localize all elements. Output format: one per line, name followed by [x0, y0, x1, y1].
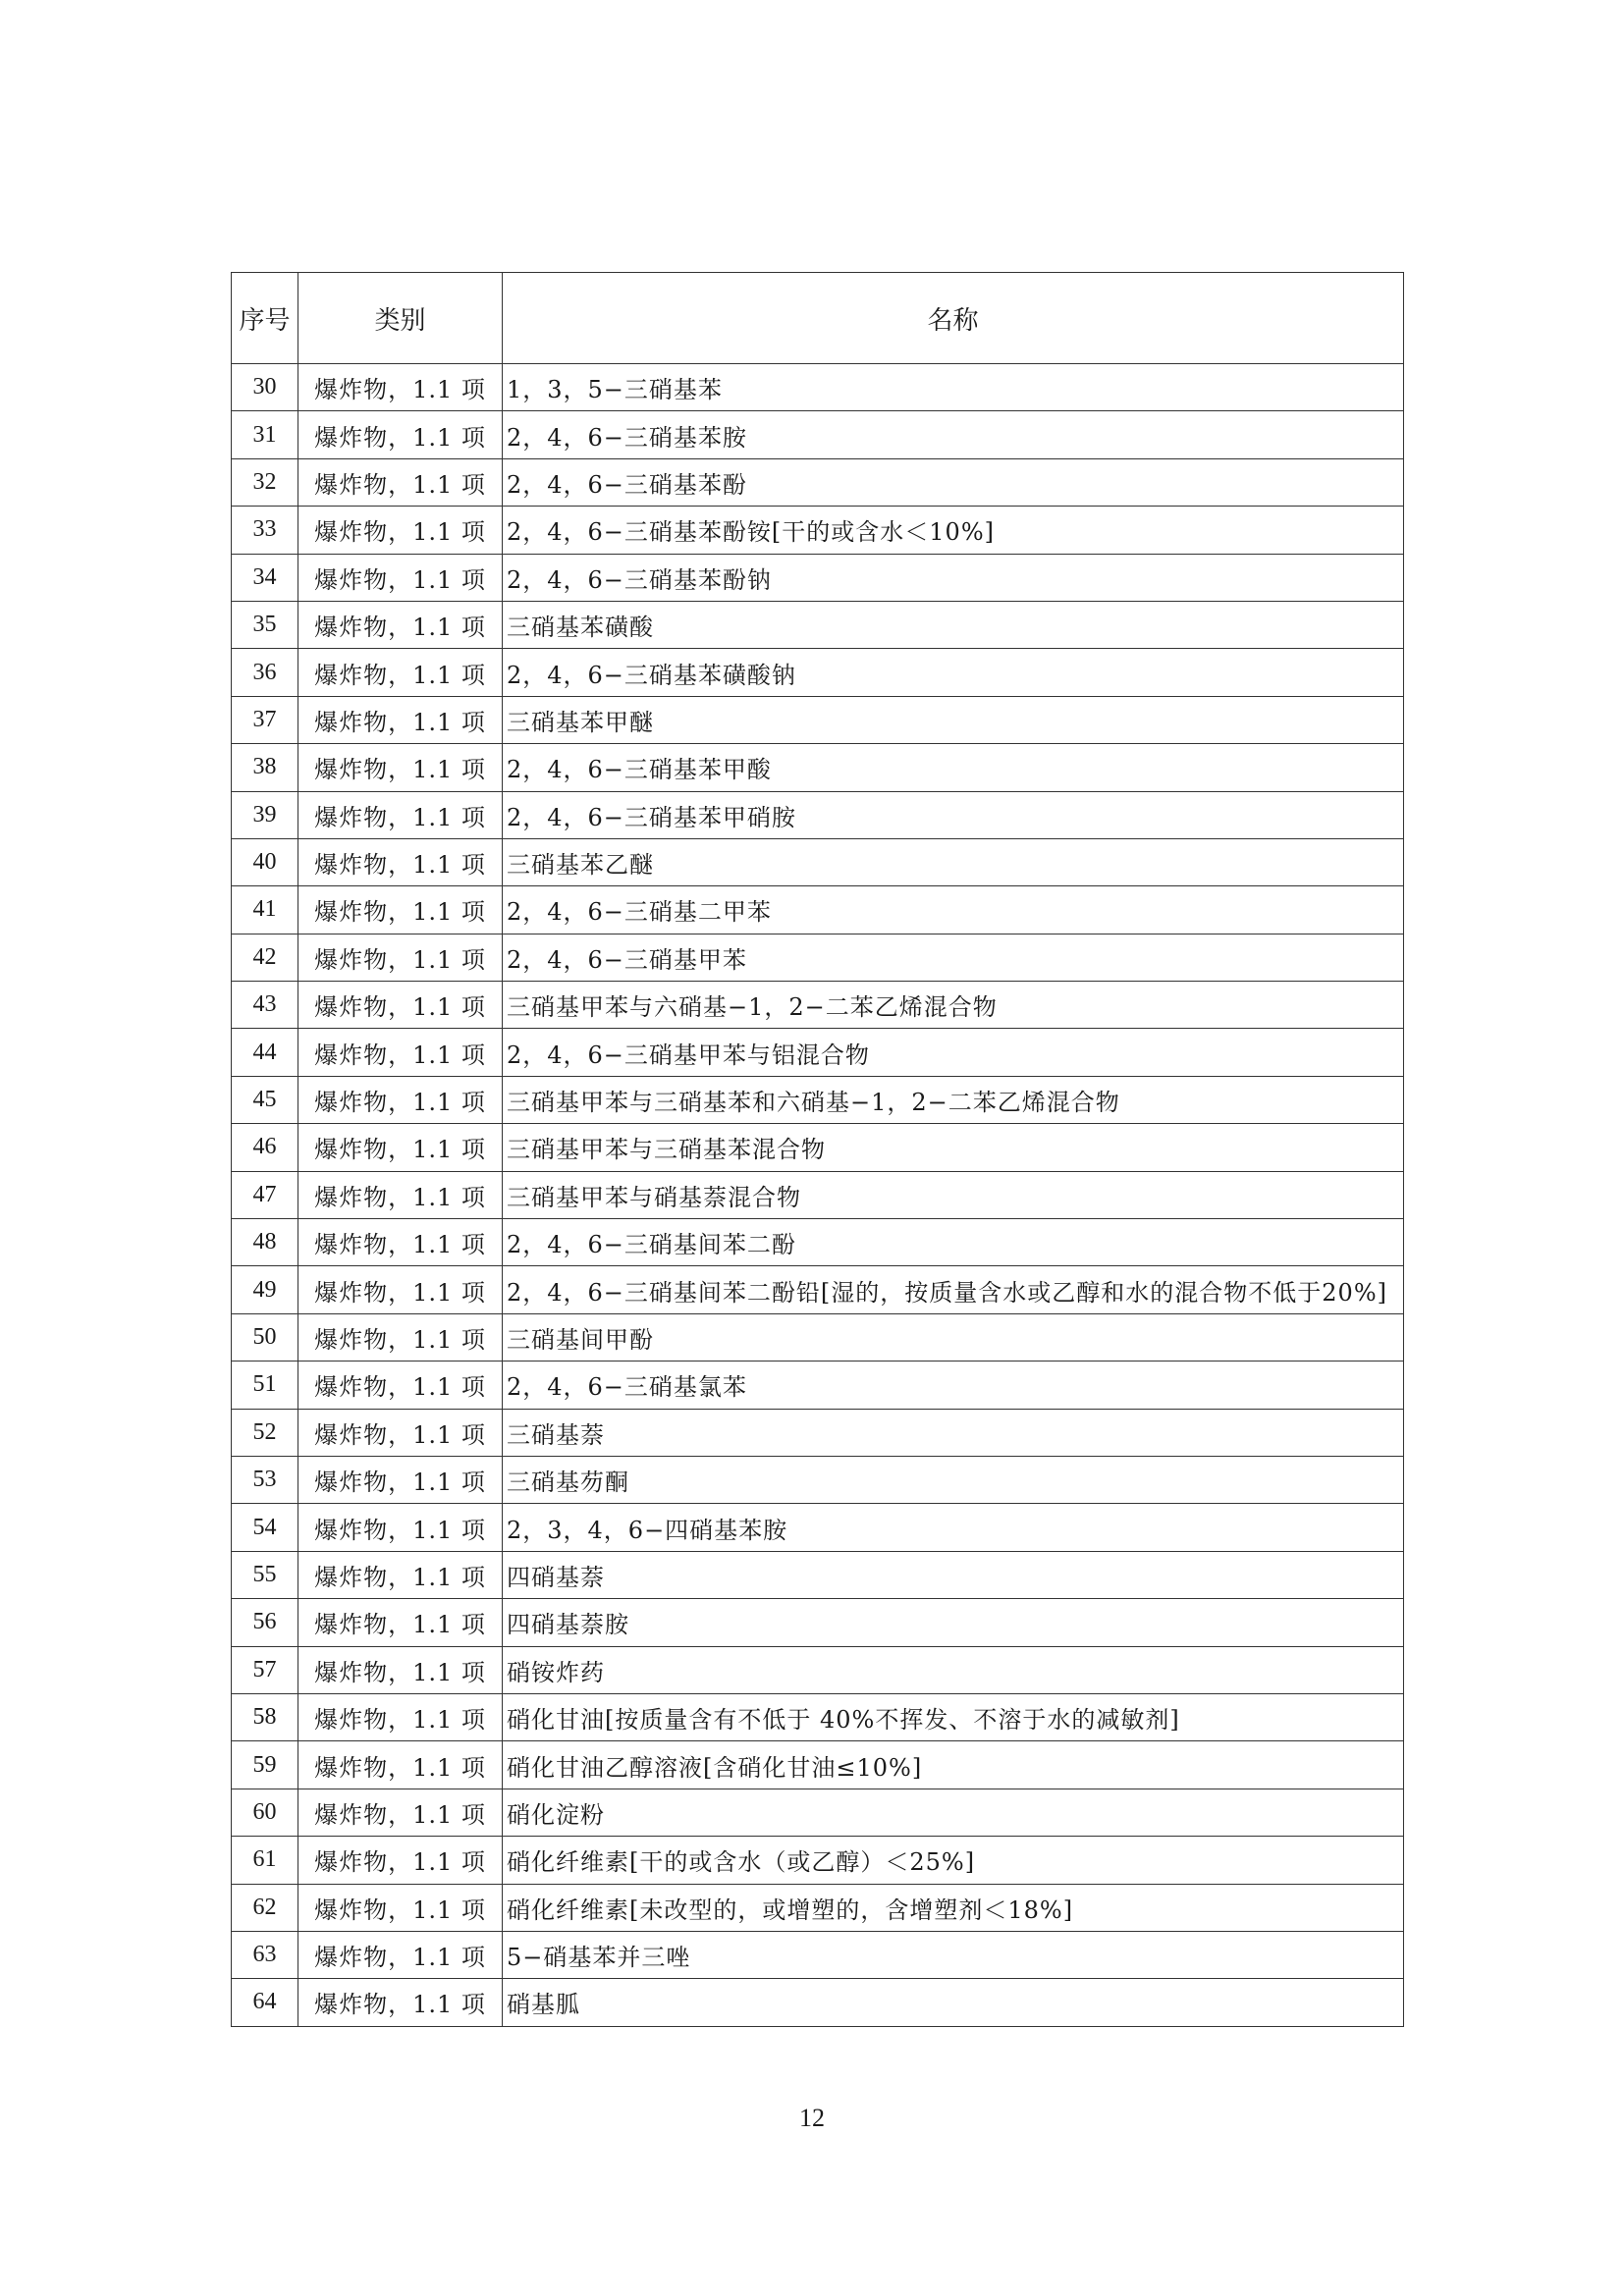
row-category-cell: 爆炸物，1.1 项	[298, 1504, 503, 1551]
row-name-cell: 2，4，6−三硝基氯苯	[503, 1362, 1404, 1409]
row-name-cell: 三硝基甲苯与六硝基−1，2−二苯乙烯混合物	[503, 982, 1404, 1029]
row-number-cell: 35	[232, 601, 298, 648]
row-number-cell: 60	[232, 1789, 298, 1836]
row-name-cell: 硝化纤维素[未改型的，或增塑的，含增塑剂＜18%]	[503, 1884, 1404, 1931]
row-name-cell: 5−硝基苯并三唑	[503, 1931, 1404, 1978]
row-number-cell: 56	[232, 1599, 298, 1646]
row-category-cell: 爆炸物，1.1 项	[298, 886, 503, 934]
table-row	[232, 554, 1404, 601]
table-row	[232, 1362, 1404, 1409]
table-row	[232, 1789, 1404, 1836]
table-row	[232, 1599, 1404, 1646]
row-name-cell: 2，4，6−三硝基苯酚	[503, 458, 1404, 506]
row-number-cell: 52	[232, 1409, 298, 1456]
row-category-cell: 爆炸物，1.1 项	[298, 364, 503, 411]
row-name-cell: 三硝基芴酮	[503, 1456, 1404, 1503]
row-category-cell: 爆炸物，1.1 项	[298, 1456, 503, 1503]
row-name-cell: 四硝基萘胺	[503, 1599, 1404, 1646]
table-row	[232, 1409, 1404, 1456]
row-number-cell: 37	[232, 696, 298, 743]
row-category-cell: 爆炸物，1.1 项	[298, 1171, 503, 1218]
row-name-cell: 2，4，6−三硝基间苯二酚铅[湿的，按质量含水或乙醇和水的混合物不低于20%]	[503, 1266, 1404, 1313]
table-row	[232, 1837, 1404, 1884]
row-number-cell: 32	[232, 458, 298, 506]
row-category-cell: 爆炸物，1.1 项	[298, 1124, 503, 1171]
row-category-cell: 爆炸物，1.1 项	[298, 411, 503, 458]
row-category-cell: 爆炸物，1.1 项	[298, 1789, 503, 1836]
row-name-cell: 三硝基苯磺酸	[503, 601, 1404, 648]
row-number-cell: 34	[232, 554, 298, 601]
row-number-cell: 42	[232, 934, 298, 981]
row-category-cell: 爆炸物，1.1 项	[298, 1313, 503, 1361]
row-name-cell: 硝化纤维素[干的或含水（或乙醇）＜25%]	[503, 1837, 1404, 1884]
row-category-cell: 爆炸物，1.1 项	[298, 1076, 503, 1123]
row-category-cell: 爆炸物，1.1 项	[298, 1409, 503, 1456]
row-category-cell: 爆炸物，1.1 项	[298, 1266, 503, 1313]
header-no: 序号	[232, 273, 298, 364]
row-number-cell: 47	[232, 1171, 298, 1218]
row-number-cell: 59	[232, 1741, 298, 1789]
page-number: 12	[799, 2104, 825, 2132]
row-number-cell: 30	[232, 364, 298, 411]
row-category-cell: 爆炸物，1.1 项	[298, 1362, 503, 1409]
row-category-cell: 爆炸物，1.1 项	[298, 1646, 503, 1693]
table-row	[232, 1313, 1404, 1361]
row-category-cell: 爆炸物，1.1 项	[298, 458, 503, 506]
row-name-cell: 2，4，6−三硝基苯酚钠	[503, 554, 1404, 601]
table-row	[232, 1029, 1404, 1076]
table-row	[232, 934, 1404, 981]
row-number-cell: 40	[232, 838, 298, 885]
table-row	[232, 982, 1404, 1029]
table-row	[232, 1931, 1404, 1978]
table-row	[232, 1124, 1404, 1171]
row-number-cell: 61	[232, 1837, 298, 1884]
row-name-cell: 三硝基苯乙醚	[503, 838, 1404, 885]
row-name-cell: 2，4，6−三硝基苯酚铵[干的或含水＜10%]	[503, 507, 1404, 554]
row-number-cell: 44	[232, 1029, 298, 1076]
row-number-cell: 53	[232, 1456, 298, 1503]
row-name-cell: 2，4，6−三硝基间苯二酚	[503, 1219, 1404, 1266]
row-name-cell: 2，4，6−三硝基甲苯	[503, 934, 1404, 981]
table-header-row	[232, 273, 1404, 364]
row-category-cell: 爆炸物，1.1 项	[298, 1551, 503, 1598]
row-name-cell: 三硝基萘	[503, 1409, 1404, 1456]
row-number-cell: 55	[232, 1551, 298, 1598]
row-category-cell: 爆炸物，1.1 项	[298, 649, 503, 696]
table-row	[232, 1646, 1404, 1693]
row-category-cell: 爆炸物，1.1 项	[298, 934, 503, 981]
row-category-cell: 爆炸物，1.1 项	[298, 507, 503, 554]
table-row	[232, 601, 1404, 648]
row-number-cell: 46	[232, 1124, 298, 1171]
row-name-cell: 2，4，6−三硝基苯甲酸	[503, 744, 1404, 791]
row-name-cell: 三硝基甲苯与三硝基苯混合物	[503, 1124, 1404, 1171]
row-number-cell: 36	[232, 649, 298, 696]
table-row	[232, 458, 1404, 506]
row-name-cell: 硝化甘油[按质量含有不低于 40%不挥发、不溶于水的减敏剂]	[503, 1693, 1404, 1740]
row-number-cell: 63	[232, 1931, 298, 1978]
row-number-cell: 62	[232, 1884, 298, 1931]
row-number-cell: 51	[232, 1362, 298, 1409]
row-category-cell: 爆炸物，1.1 项	[298, 744, 503, 791]
row-category-cell: 爆炸物，1.1 项	[298, 601, 503, 648]
table-row	[232, 1219, 1404, 1266]
table-row	[232, 411, 1404, 458]
header-name: 名称	[503, 273, 1404, 364]
table-row	[232, 1884, 1404, 1931]
row-number-cell: 41	[232, 886, 298, 934]
table-row	[232, 364, 1404, 411]
row-category-cell: 爆炸物，1.1 项	[298, 696, 503, 743]
row-category-cell: 爆炸物，1.1 项	[298, 1837, 503, 1884]
row-name-cell: 2，3，4，6−四硝基苯胺	[503, 1504, 1404, 1551]
table-row	[232, 1266, 1404, 1313]
table-row	[232, 744, 1404, 791]
row-category-cell: 爆炸物，1.1 项	[298, 1884, 503, 1931]
row-category-cell: 爆炸物，1.1 项	[298, 1599, 503, 1646]
row-number-cell: 38	[232, 744, 298, 791]
row-category-cell: 爆炸物，1.1 项	[298, 1931, 503, 1978]
row-number-cell: 49	[232, 1266, 298, 1313]
row-name-cell: 2，4，6−三硝基苯甲硝胺	[503, 791, 1404, 838]
row-category-cell: 爆炸物，1.1 项	[298, 554, 503, 601]
row-category-cell: 爆炸物，1.1 项	[298, 791, 503, 838]
table-row	[232, 791, 1404, 838]
row-name-cell: 三硝基苯甲醚	[503, 696, 1404, 743]
table-row	[232, 886, 1404, 934]
row-number-cell: 31	[232, 411, 298, 458]
row-number-cell: 50	[232, 1313, 298, 1361]
row-category-cell: 爆炸物，1.1 项	[298, 838, 503, 885]
table-row	[232, 1171, 1404, 1218]
row-name-cell: 2，4，6−三硝基甲苯与铝混合物	[503, 1029, 1404, 1076]
row-number-cell: 54	[232, 1504, 298, 1551]
table-row	[232, 507, 1404, 554]
chemical-table	[231, 272, 1404, 2027]
table-row	[232, 649, 1404, 696]
row-number-cell: 33	[232, 507, 298, 554]
header-category: 类别	[298, 273, 503, 364]
row-category-cell: 爆炸物，1.1 项	[298, 982, 503, 1029]
table-row	[232, 1693, 1404, 1740]
row-number-cell: 64	[232, 1979, 298, 2026]
table-row	[232, 1456, 1404, 1503]
row-category-cell: 爆炸物，1.1 项	[298, 1029, 503, 1076]
row-category-cell: 爆炸物，1.1 项	[298, 1219, 503, 1266]
table-row	[232, 1551, 1404, 1598]
row-name-cell: 2，4，6−三硝基苯胺	[503, 411, 1404, 458]
row-name-cell: 硝铵炸药	[503, 1646, 1404, 1693]
table-row	[232, 1504, 1404, 1551]
table-row	[232, 1979, 1404, 2026]
row-name-cell: 硝基胍	[503, 1979, 1404, 2026]
row-number-cell: 57	[232, 1646, 298, 1693]
row-name-cell: 硝化甘油乙醇溶液[含硝化甘油≤10%]	[503, 1741, 1404, 1789]
table-body	[232, 364, 1404, 2027]
row-name-cell: 硝化淀粉	[503, 1789, 1404, 1836]
row-name-cell: 四硝基萘	[503, 1551, 1404, 1598]
row-number-cell: 45	[232, 1076, 298, 1123]
chemical-table-container	[231, 272, 1403, 2027]
table-row	[232, 1076, 1404, 1123]
table-row	[232, 1741, 1404, 1789]
row-number-cell: 39	[232, 791, 298, 838]
row-number-cell: 48	[232, 1219, 298, 1266]
table-row	[232, 696, 1404, 743]
row-name-cell: 三硝基甲苯与硝基萘混合物	[503, 1171, 1404, 1218]
row-category-cell: 爆炸物，1.1 项	[298, 1741, 503, 1789]
row-name-cell: 三硝基甲苯与三硝基苯和六硝基−1，2−二苯乙烯混合物	[503, 1076, 1404, 1123]
row-category-cell: 爆炸物，1.1 项	[298, 1979, 503, 2026]
row-name-cell: 1，3，5−三硝基苯	[503, 364, 1404, 411]
row-number-cell: 58	[232, 1693, 298, 1740]
row-number-cell: 43	[232, 982, 298, 1029]
table-row	[232, 838, 1404, 885]
row-name-cell: 2，4，6−三硝基苯磺酸钠	[503, 649, 1404, 696]
row-category-cell: 爆炸物，1.1 项	[298, 1693, 503, 1740]
row-name-cell: 三硝基间甲酚	[503, 1313, 1404, 1361]
row-name-cell: 2，4，6−三硝基二甲苯	[503, 886, 1404, 934]
